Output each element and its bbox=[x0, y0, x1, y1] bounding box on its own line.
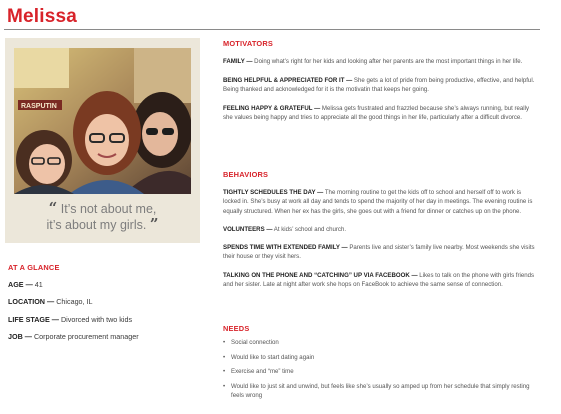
glance-row-location: LOCATION — Chicago, IL bbox=[8, 297, 93, 306]
persona-quote bbox=[5, 201, 200, 233]
glance-row-age: AGE — 41 bbox=[8, 279, 43, 289]
list-item: • Social connection bbox=[223, 338, 539, 348]
persona-photo bbox=[14, 48, 191, 194]
behavior-item: TALKING ON THE PHONE AND “CATCHING” UP VIA FACEBOOK — Likes to talk on the phone with girls friends and her sister. Late at night after work she hops on FaceBook to achieve the same sense of connection. bbox=[223, 271, 535, 289]
behavior-item: SPENDS TIME WITH EXTENDED FAMILY — Parents live and sister’s family live nearby. Most weekends she visits their house or they visit hers. bbox=[223, 243, 535, 261]
list-item: • Would like to start dating again bbox=[223, 353, 539, 363]
section-heading: AT A GLANCE bbox=[8, 263, 60, 272]
quote-close-mark: ” bbox=[149, 215, 159, 233]
persona-photo-illustration bbox=[14, 48, 191, 194]
quote-line-2: it’s about my girls. ” bbox=[46, 215, 159, 233]
list-item: • Exercise and “me” time bbox=[223, 367, 539, 377]
section-heading: NEEDS bbox=[223, 324, 250, 333]
glance-row-life-stage: LIFE STAGE — Divorced with two kids bbox=[8, 314, 133, 324]
needs-list bbox=[223, 338, 539, 401]
persona-photo-card bbox=[5, 38, 200, 243]
quote-line-1: “ It’s not about me, bbox=[48, 199, 157, 217]
quote-open-mark: “ bbox=[48, 199, 58, 217]
motivator-item: BEING HELPFUL & APPRECIATED FOR IT — She gets a lot of pride from being productive, effective, and helpful. Being thanked and acknowledged for it is the motivatin that keeps her going. bbox=[223, 76, 535, 94]
header-divider bbox=[4, 29, 540, 30]
section-heading: MOTIVATORS bbox=[223, 39, 274, 48]
behavior-item: VOLUNTEERS — At kids’ school and church. bbox=[223, 225, 347, 233]
section-heading: BEHAVIORS bbox=[223, 170, 269, 179]
motivator-item: FAMILY — Doing what’s right for her kids and looking after her parents are the most important things in her life. bbox=[223, 58, 523, 65]
persona-name: Melissa bbox=[7, 6, 78, 27]
behavior-item: TIGHTLY SCHEDULES THE DAY — The morning routine to get the kids off to school and herself off to work is locked in. She’s busy at work all day and tends to spend the majority of her day in meetings. The evening routine is equally structured. When her ex has the girls, she goes out with a friend for dinner or catches up on the phone. bbox=[223, 188, 533, 215]
glance-row-job: JOB — Corporate procurement manager bbox=[8, 332, 139, 341]
at-a-glance-section bbox=[8, 263, 198, 342]
behaviors-section bbox=[223, 170, 539, 290]
motivators-section bbox=[223, 39, 539, 123]
photo-sign-text: RASPUTIN bbox=[21, 103, 57, 110]
needs-section bbox=[223, 324, 539, 401]
motivator-item: FEELING HAPPY & GRATEFUL — Melissa gets frustrated and frazzled because she’s always running, but really she values being happy and tries to appreciate all the good things in her life, particularly after a difficult divorce. bbox=[223, 104, 530, 122]
list-item: • Would like to just sit and unwind, but feels like she’s usually so amped up from her schedule that simply resting feels wrong bbox=[223, 382, 539, 401]
